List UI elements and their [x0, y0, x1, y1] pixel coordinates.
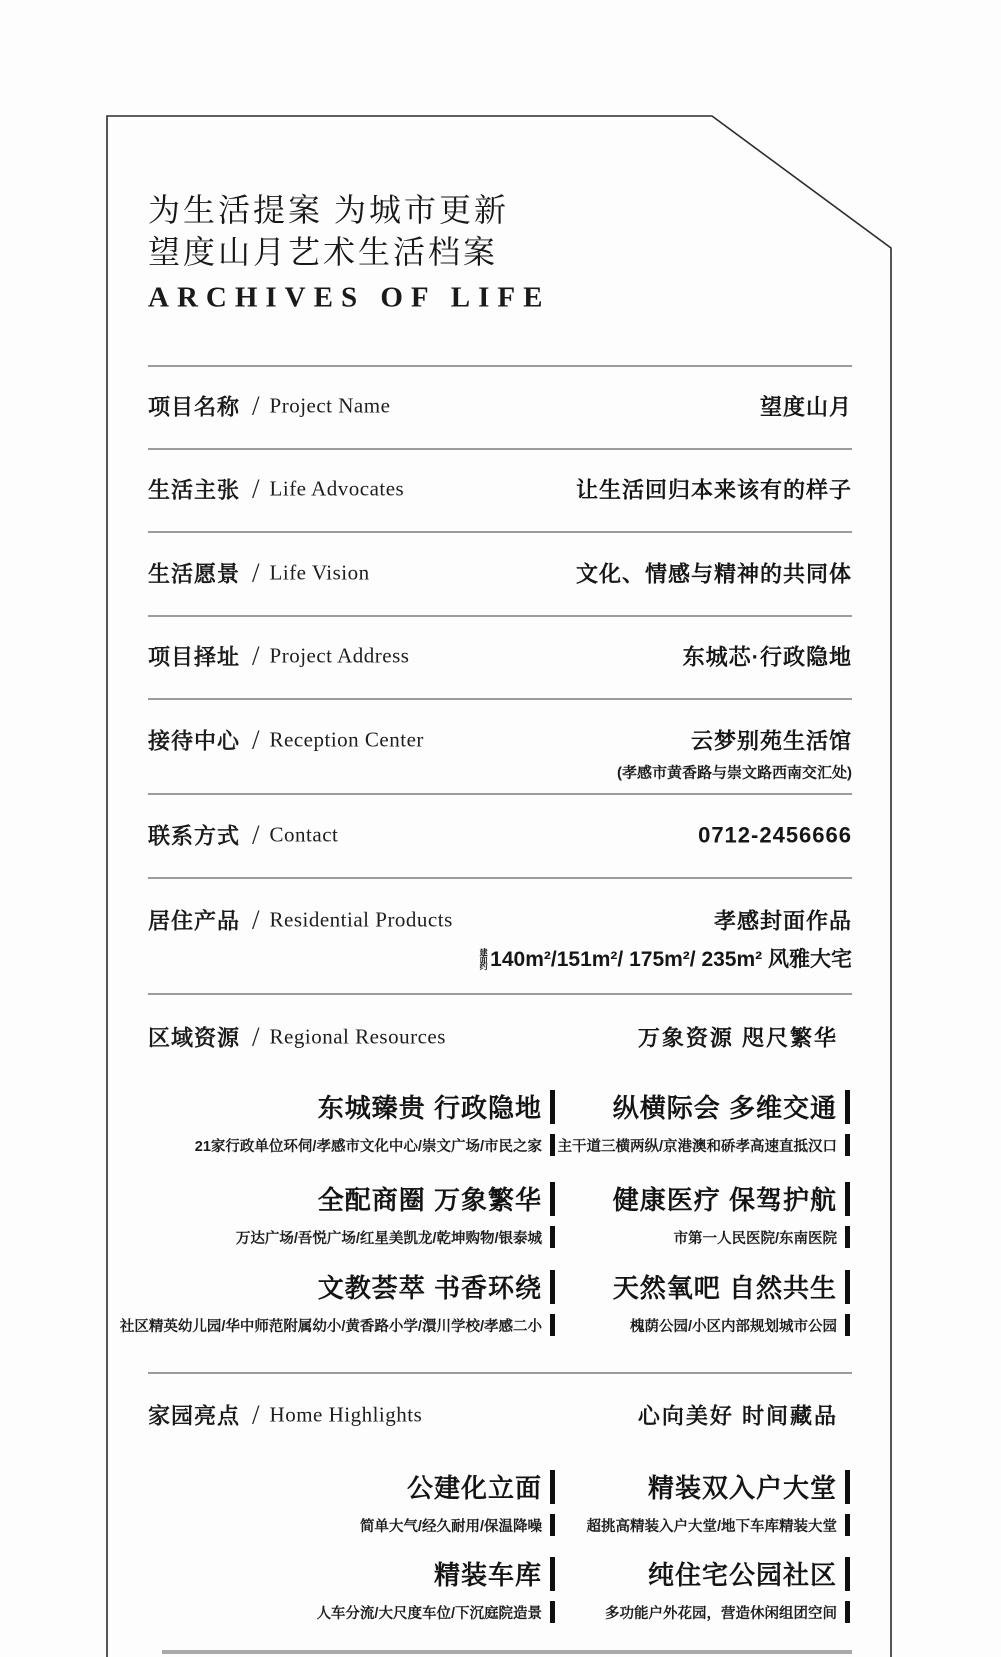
- feature-accent-bar: [550, 1514, 555, 1536]
- row-residential-products: [148, 905, 852, 936]
- feature-accent-bar: [845, 1557, 850, 1591]
- label-en: Regional Resources: [269, 1024, 446, 1049]
- feature-title: 公建化立面: [406, 1473, 542, 1503]
- label-cn: 区域资源: [148, 1025, 241, 1051]
- feature-desc-line: [673, 1226, 850, 1248]
- row-value: [617, 725, 852, 782]
- feature-title: 健康医疗 保驾护航: [612, 1185, 837, 1215]
- feature-accent-bar: [550, 1090, 555, 1124]
- separator: [148, 993, 852, 995]
- row-value: 东城芯·行政隐地: [682, 644, 852, 670]
- feature-desc-line: [605, 1601, 850, 1623]
- feature-garage: [316, 1555, 555, 1623]
- feature-facade: [360, 1468, 555, 1536]
- row-label: [148, 474, 404, 505]
- feature-title: 文教荟萃 书香环绕: [317, 1273, 542, 1303]
- feature-accent-bar: [845, 1314, 850, 1336]
- row-value: 让生活回归本来该有的样子: [575, 477, 852, 503]
- feature-title: 精装双入户大堂: [647, 1473, 837, 1503]
- feature-desc-line: [557, 1134, 850, 1156]
- separator: [148, 365, 852, 367]
- feature-desc-line: [316, 1601, 555, 1623]
- feature-accent-bar: [550, 1226, 555, 1248]
- feature-accent-bar: [550, 1134, 555, 1156]
- feature-title-line: [318, 1180, 555, 1217]
- separator: [148, 698, 852, 700]
- feature-accent-bar: [845, 1182, 850, 1216]
- feature-accent-bar: [550, 1470, 555, 1504]
- separator-bottom: [162, 1650, 852, 1654]
- label-cn: 居住产品: [148, 908, 241, 934]
- feature-accent-bar: [550, 1601, 555, 1623]
- label-en: Contact: [269, 822, 339, 847]
- feature-accent-bar: [845, 1270, 850, 1304]
- feature-nature: [613, 1268, 850, 1336]
- label-en: Residential Products: [269, 907, 453, 932]
- feature-title-line: [613, 1268, 850, 1305]
- poster-title-english: ARCHIVES OF LIFE: [148, 281, 551, 314]
- feature-title: 全配商圈 万象繁华: [317, 1185, 542, 1215]
- row-life-vision: [148, 558, 852, 589]
- row-project-address: [148, 641, 852, 672]
- feature-desc: 社区精英幼儿园/华中师范附属幼小/黄香路小学/澴川学校/孝感二小: [119, 1318, 542, 1335]
- row-value: 孝感封面作品: [713, 908, 852, 934]
- feature-title-line: [318, 1088, 555, 1125]
- feature-title: 纯住宅公园社区: [647, 1560, 837, 1590]
- label-en: Project Name: [269, 393, 391, 418]
- label-slash: /: [252, 819, 260, 850]
- feature-title: 天然氧吧 自然共生: [612, 1273, 837, 1303]
- feature-desc-line: [360, 1514, 555, 1536]
- row-value: 望度山月: [759, 394, 852, 420]
- feature-title-line: [407, 1468, 555, 1505]
- feature-title-line: [613, 1088, 850, 1125]
- row-life-advocates: [148, 474, 852, 505]
- row-label: [148, 725, 424, 756]
- label-cn: 生活主张: [148, 477, 241, 503]
- label-en: Reception Center: [269, 727, 424, 752]
- sizes-prefix-vertical: 建面约: [479, 947, 489, 969]
- separator: [148, 1372, 852, 1374]
- feature-accent-bar: [845, 1514, 850, 1536]
- feature-commerce: [236, 1180, 555, 1248]
- section-regional-resources: [148, 1022, 852, 1053]
- feature-accent-bar: [550, 1270, 555, 1304]
- feature-lobby: [586, 1468, 850, 1536]
- label-slash: /: [252, 904, 260, 935]
- row-label: [148, 820, 338, 851]
- feature-accent-bar: [550, 1314, 555, 1336]
- label-slash: /: [252, 724, 260, 755]
- row-label: [148, 391, 390, 422]
- label-slash: /: [252, 557, 260, 588]
- label-slash: /: [252, 1399, 260, 1430]
- label-en: Life Advocates: [269, 476, 405, 501]
- label-cn: 家园亮点: [148, 1403, 241, 1429]
- label-slash: /: [252, 1021, 260, 1052]
- separator: [148, 793, 852, 795]
- row-label: [148, 641, 409, 672]
- feature-desc: 21家行政单位环伺/孝感市文化中心/崇文广场/市民之家: [194, 1138, 542, 1155]
- feature-accent-bar: [550, 1182, 555, 1216]
- poster-title-line1: 为生活提案 为城市更新: [148, 192, 510, 228]
- feature-desc: 简单大气/经久耐用/保温降噪: [359, 1518, 542, 1535]
- row-label: [148, 1400, 422, 1431]
- feature-accent-bar: [550, 1557, 555, 1591]
- feature-title: 纵横际会 多维交通: [612, 1093, 837, 1123]
- reception-value: 云梦别苑生活馆: [690, 728, 852, 754]
- label-slash: /: [252, 640, 260, 671]
- feature-desc: 市第一人民医院/东南医院: [673, 1230, 837, 1247]
- poster-title-line2: 望度山月艺术生活档案: [148, 234, 499, 270]
- feature-park-community: [605, 1555, 850, 1623]
- feature-title-line: [648, 1468, 850, 1505]
- feature-accent-bar: [845, 1226, 850, 1248]
- feature-accent-bar: [845, 1470, 850, 1504]
- feature-east-city: [195, 1088, 555, 1156]
- section-home-highlights: [148, 1400, 852, 1431]
- label-slash: /: [252, 390, 260, 421]
- label-slash: /: [252, 473, 260, 504]
- feature-accent-bar: [845, 1090, 850, 1124]
- reception-address-sub: (孝感市黄香路与崇文路西南交汇处): [617, 764, 852, 782]
- feature-accent-bar: [845, 1134, 850, 1156]
- unit-sizes-line: [479, 943, 852, 973]
- feature-desc-line: [586, 1514, 850, 1536]
- feature-desc: 超挑高精装入户大堂/地下车库精装大堂: [586, 1518, 837, 1535]
- separator: [148, 448, 852, 450]
- feature-title-line: [318, 1268, 555, 1305]
- feature-desc-line: [630, 1314, 850, 1336]
- separator: [148, 877, 852, 879]
- label-cn: 生活愿景: [148, 561, 241, 587]
- row-label: [148, 1022, 446, 1053]
- separator: [148, 531, 852, 533]
- feature-title-line: [434, 1555, 555, 1592]
- feature-desc-line: [195, 1134, 555, 1156]
- feature-title: 精装车库: [433, 1560, 542, 1590]
- feature-medical: [613, 1180, 850, 1248]
- feature-desc: 主干道三横两纵/京港澳和硚孝高速直抵汉口: [557, 1138, 837, 1155]
- feature-desc: 人车分流/大尺度车位/下沉庭院造景: [316, 1605, 542, 1622]
- row-value: 文化、情感与精神的共同体: [575, 561, 852, 587]
- label-en: Project Address: [269, 643, 410, 668]
- feature-desc-line: [120, 1314, 555, 1336]
- row-project-name: [148, 391, 852, 422]
- row-label: [148, 905, 453, 936]
- feature-transport: [557, 1088, 850, 1156]
- feature-accent-bar: [845, 1601, 850, 1623]
- feature-title-line: [613, 1180, 850, 1217]
- row-reception-center: [148, 724, 852, 782]
- feature-desc: 万达广场/吾悦广场/红星美凯龙/乾坤购物/银泰城: [235, 1230, 542, 1247]
- row-contact: [148, 820, 852, 851]
- section-headline: 万象资源 咫尺繁华: [637, 1025, 838, 1051]
- label-cn: 联系方式: [148, 823, 241, 849]
- label-cn: 项目择址: [148, 644, 241, 670]
- feature-education: [120, 1268, 555, 1336]
- feature-desc: 槐荫公园/小区内部规划城市公园: [629, 1318, 837, 1335]
- label-cn: 项目名称: [148, 394, 241, 420]
- label-cn: 接待中心: [148, 728, 241, 754]
- contact-phone-number: 0712-2456666: [698, 822, 852, 847]
- feature-desc-line: [236, 1226, 555, 1248]
- label-en: Home Highlights: [269, 1402, 423, 1427]
- row-label: [148, 558, 370, 589]
- section-headline: 心向美好 时间藏品: [637, 1403, 838, 1429]
- label-en: Life Vision: [269, 560, 370, 585]
- unit-sizes-text: 140m²/151m²/ 175m²/ 235m² 风雅大宅: [490, 948, 852, 971]
- feature-desc: 多功能户外花园，营造休闲组团空间: [605, 1605, 837, 1622]
- feature-title: 东城臻贵 行政隐地: [317, 1093, 542, 1123]
- separator: [148, 615, 852, 617]
- feature-title-line: [648, 1555, 850, 1592]
